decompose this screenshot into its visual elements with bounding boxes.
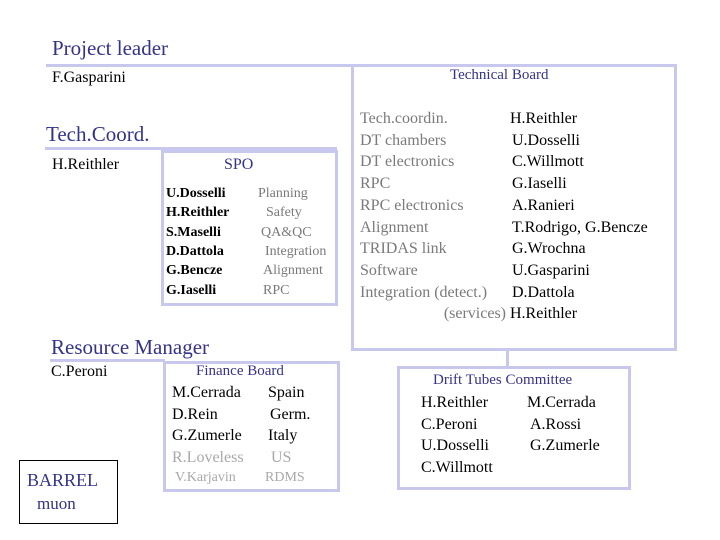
tb-name: H.Reithler [510,305,578,323]
spo-name: U.Dosselli [166,186,226,201]
tb-role: Software [360,261,418,279]
connector-line [506,350,509,367]
project-leader-title: Project leader [52,36,169,60]
dtc-member: A.Rossi [530,415,582,433]
resource-manager-name: C.Peroni [51,363,108,380]
tech-coord-name: H.Reithler [52,156,120,173]
spo-role: RPC [263,282,290,298]
tb-name: U.Dosselli [512,131,580,149]
finance-name: D.Rein [172,405,218,423]
finance-name: R.Loveless [172,448,244,466]
spo-role: Safety [266,205,302,221]
dtc-member: G.Zumerle [530,437,600,455]
tb-name: T.Rodrigo, G.Bencze [512,218,648,236]
dtc-member: M.Cerrada [527,394,596,411]
project-leader-name: F.Gasparini [52,69,126,86]
spo-role: QA&QC [261,224,312,240]
spo-role: Alignment [263,263,323,279]
tb-name: C.Willmott [512,153,584,171]
finance-name: G.Zumerle [172,427,242,444]
spo-name: D.Dattola [166,243,224,259]
tb-role: Integration (detect.) [360,283,488,301]
finance-country: Germ. [270,405,311,423]
tb-name: G.Iaselli [512,175,567,193]
finance-name: V.Karjavin [175,470,236,485]
finance-country: RDMS [265,470,305,485]
finance-country: Spain [268,384,305,401]
dtc-member: U.Dosselli [421,437,489,455]
tb-role: RPC [360,175,391,193]
tb-name: H.Reithler [510,110,578,127]
finance-country: Italy [268,427,298,444]
dtc-member: H.Reithler [421,394,489,411]
tb-name: U.Gasparini [512,261,590,279]
finance-name: M.Cerrada [172,384,241,401]
project-leader-underline [46,64,354,67]
finance-board-title: Finance Board [196,363,284,379]
dtc-member: C.Willmott [421,459,493,477]
technical-board-title: Technical Board [450,67,549,83]
tb-role: TRIDAS link [360,240,447,258]
spo-role: Planning [258,186,308,201]
spo-title: SPO [224,156,254,173]
spo-name: S.Maselli [166,224,221,240]
resource-manager-title: Resource Manager [51,335,210,359]
tb-role: Tech.coordin. [360,110,448,127]
dtc-member: C.Peroni [421,415,478,433]
barrel-label: BARREL [27,470,99,490]
tb-role: RPC electronics [360,196,464,214]
muon-label: muon [37,494,76,513]
tb-role: DT electronics [360,153,455,171]
tech-coord-title: Tech.Coord. [46,122,150,146]
spo-role: Integration [265,243,327,259]
tb-role: Alignment [360,218,429,236]
spo-name: H.Reithler [166,205,230,221]
tb-role: (services) [443,305,506,323]
tb-name: D.Dattola [512,283,575,301]
tb-name: G.Wrochna [512,240,586,258]
finance-country: US [271,448,292,466]
spo-name: G.Iaselli [166,282,217,298]
tb-role: DT chambers [360,131,447,149]
spo-name: G.Bencze [166,263,223,279]
resource-manager-underline [50,359,165,362]
drift-tubes-committee-title: Drift Tubes Committee [433,372,573,388]
tb-name: A.Ranieri [512,196,575,214]
